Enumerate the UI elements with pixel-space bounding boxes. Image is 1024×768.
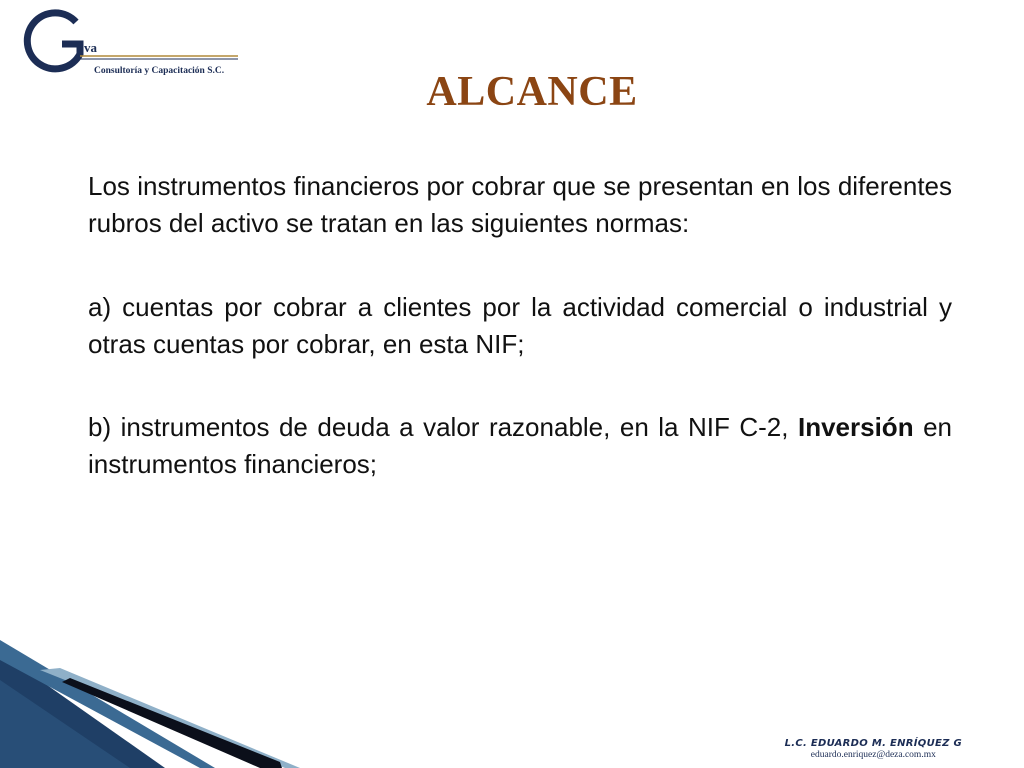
logo-initials: va	[84, 40, 97, 55]
paragraph-b-bold: Inversión	[797, 412, 914, 442]
paragraph-a: a) cuentas por cobrar a clientes por la actividad comercial o industrial y otras cuentas por cobrar, en esta NIF;	[88, 292, 952, 359]
logo-company-name: Consultoría y Capacitación S.C.	[94, 66, 225, 76]
paragraph-intro: Los instrumentos financieros por cobrar que se presentan en los diferentes rubros del activo se tratan en las siguientes normas:	[88, 171, 952, 238]
footer	[785, 738, 962, 760]
paragraph-b-prefix: b) instrumentos de deuda a valor razonable, en la NIF C-2,	[88, 412, 798, 442]
paragraph-b-suffix: en instrumentos financieros;	[88, 412, 952, 479]
slide-title: ALCANCE	[426, 69, 638, 115]
paragraph-b	[88, 409, 952, 483]
slide-body	[88, 168, 952, 529]
decorative-stripes	[0, 640, 320, 768]
footer-email: eduardo.enriquez@deza.com.mx	[810, 750, 936, 760]
footer-author: L.C. EDUARDO M. ENRÍQUEZ G	[784, 738, 962, 749]
